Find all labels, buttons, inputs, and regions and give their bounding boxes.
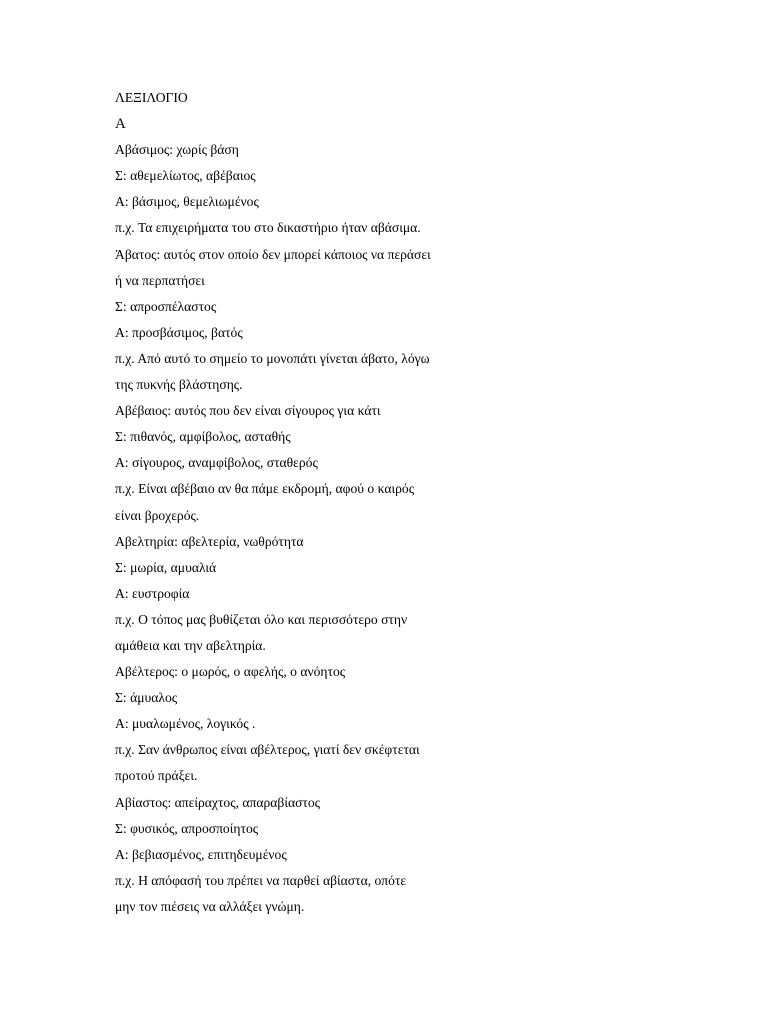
document-body xyxy=(115,85,675,920)
glossary-line: Σ: φυσικός, απροσποίητος xyxy=(115,820,259,836)
glossary-line: Α: μυαλωμένος, λογικός . xyxy=(115,716,256,732)
glossary-line: της πυκνής βλάστησης. xyxy=(115,377,243,393)
glossary-line: π.χ. Σαν άνθρωπος είναι αβέλτερος, γιατί δεν σκέφτεται xyxy=(115,742,420,758)
glossary-line: Σ: πιθανός, αμφίβολος, ασταθής xyxy=(115,429,291,445)
glossary-line: Σ: άμυαλος xyxy=(115,690,178,706)
glossary-line: προτού πράξει. xyxy=(115,768,198,784)
glossary-line: π.χ. Είναι αβέβαιο αν θα πάμε εκδρομή, αφού ο καιρός xyxy=(115,481,415,497)
glossary-lines xyxy=(115,137,675,920)
glossary-line: Αβίαστος: απείραχτος, απαραβίαστος xyxy=(115,794,321,810)
glossary-line: Αβέβαιος: αυτός που δεν είναι σίγουρος για κάτι xyxy=(115,403,381,419)
glossary-line: ή να περπατήσει xyxy=(115,272,205,288)
glossary-line: Α: προσβάσιμος, βατός xyxy=(115,324,243,340)
glossary-line: μην τον πιέσεις να αλλάξει γνώμη. xyxy=(115,898,305,914)
document-title: ΛΕΞΙΛΟΓΙΟ xyxy=(115,90,188,105)
glossary-line: π.χ. Τα επιχειρήματα του στο δικαστήριο ήταν αβάσιμα. xyxy=(115,220,421,236)
glossary-line: Α: βεβιασμένος, επιτηδευμένος xyxy=(115,846,287,862)
glossary-line: Α: βάσιμος, θεμελιωμένος xyxy=(115,194,259,210)
glossary-line: Αβέλτερος: ο μωρός, ο αφελής, ο ανόητος xyxy=(115,664,346,680)
glossary-line: αμάθεια και την αβελτηρία. xyxy=(115,637,266,653)
glossary-line: Σ: μωρία, αμυαλιά xyxy=(115,559,217,575)
glossary-line: Α: σίγουρος, αναμφίβολος, σταθερός xyxy=(115,455,318,471)
glossary-line: π.χ. Ο τόπος μας βυθίζεται όλο και περισσότερο στην xyxy=(115,611,408,627)
glossary-line: Αβάσιμος: χωρίς βάση xyxy=(115,142,239,158)
glossary-line: Άβατος: αυτός στον οποίο δεν μπορεί κάποιος να περάσει xyxy=(115,246,431,262)
glossary-line: π.χ. Από αυτό το σημείο το μονοπάτι γίνεται άβατο, λόγω xyxy=(115,350,430,366)
glossary-line: Σ: απροσπέλαστος xyxy=(115,298,217,314)
glossary-line: είναι βροχερός. xyxy=(115,507,200,523)
section-letter-heading: Α xyxy=(115,116,126,133)
glossary-line: Αβελτηρία: αβελτερία, νωθρότητα xyxy=(115,533,304,549)
glossary-line: Σ: αθεμελίωτος, αβέβαιος xyxy=(115,168,256,184)
glossary-line: π.χ. Η απόφασή του πρέπει να παρθεί αβίαστα, οπότε xyxy=(115,872,407,888)
glossary-line: Α: ευστροφία xyxy=(115,585,190,601)
